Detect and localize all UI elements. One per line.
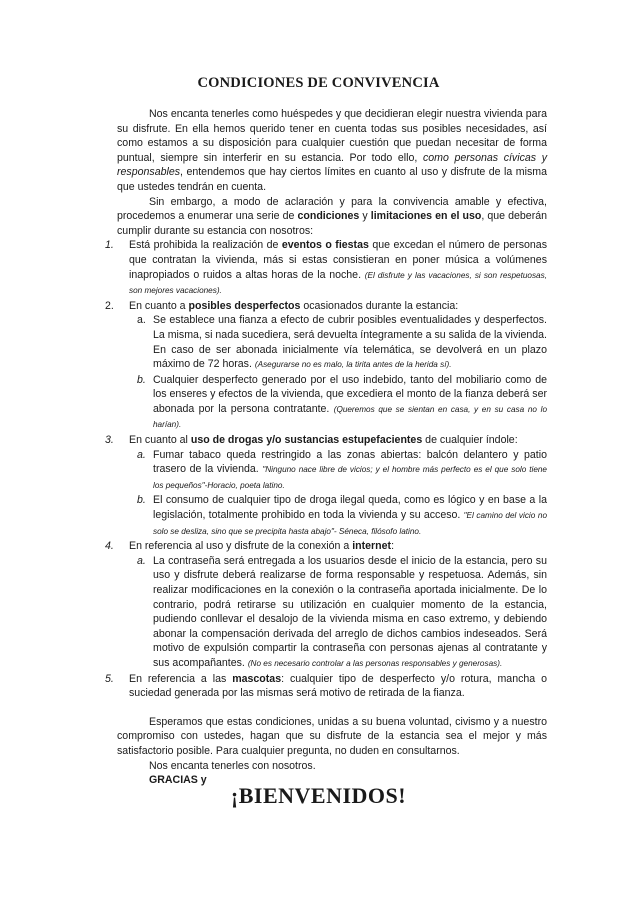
sub-item-text: El consumo de cualquier tipo de droga ilegal queda, como es lógico y en base a la legislación, totalmente prohibido en toda la vivienda y su acceso. (153, 494, 547, 522)
intro-text: y (359, 210, 371, 223)
sub-item-text: Cualquier desperfecto generado por el uso indebido, tanto del mobiliario como de los enseres y efectos de la vivienda, que excediera el monto de la fianza deberá ser abonada por la persona contratante. (153, 373, 547, 415)
sub-item-letter: a. (137, 314, 146, 327)
sub-item-text: Se establece una fianza a efecto de cubrir posibles eventualidades y desperfectos. La misma, si nada sucediera, será devuelta íntegramente a su salida de la vivienda. En caso de ser abonada inicialmente vía telemática, se devolverá en un plazo máximo de 72 horas. (153, 314, 547, 371)
intro-bold-text: condiciones (297, 210, 360, 223)
sub-item-note: "El camino del vicio no solo se desliza, sino que se precipita hasta abajo"- Séneca, filósofo latino. (153, 511, 548, 536)
sub-item-letter: b. (137, 494, 146, 507)
item-text: ocasionados durante la estancia: (300, 299, 459, 312)
item-text: En referencia a las (129, 672, 233, 685)
sub-item-note: (Asegurarse no es malo, la tirita antes de la herida sí). (254, 360, 452, 370)
condition-item-3a (117, 448, 547, 494)
item-bold-text: eventos o fiestas (281, 239, 369, 252)
condition-item-4a (117, 554, 547, 672)
item-text: : (391, 540, 395, 553)
intro-text: Sin embargo, a modo de aclaración y para la convivencia amable y efectiva, procedemos a enumerar una serie de (117, 195, 547, 223)
item-number: 3. (105, 434, 114, 447)
condition-item-1 (105, 238, 547, 298)
condition-item-3 (105, 433, 547, 448)
sub-item-note: "Ninguno nace libre de vicios; y el hombre más perfecto es el que solo tiene los pequeños"-Horacio, poeta latino. (153, 465, 547, 490)
item-number: 1. (105, 239, 114, 252)
item-bold-text: posibles desperfectos (188, 299, 301, 312)
sub-item-text: La contraseña será entregada a los usuarios desde el inicio de la estancia, pero su uso y disfrute deberá realizarse de forma responsable y respetuosa. Además, sin realizar modificaciones en la conexión o la contraseña aportada inicialmente. De lo contrario, podrá retirarse su utilización en cualquier momento de la estancia, pudiendo conllevar el desalojo de la vivienda misma en caso extremo, y debiendo abonar la compensación derivada del arreglo de dichos cambios indeseados. Será motivo de expulsión compartir la contraseña con personas ajenas al contratante y sus acompañantes. (153, 554, 547, 669)
item-number: 2. (105, 299, 114, 312)
intro-italic-text: como personas cívicas y responsables (117, 151, 547, 179)
sub-item-text: Fumar tabaco queda restringido a las zonas abiertas: balcón delantero y patio trasero de la vivienda. (153, 448, 547, 476)
item-note: (El disfrute y las vacaciones, si son respetuosas, son mejores vacaciones). (129, 270, 547, 296)
condition-item-2a (117, 313, 547, 372)
item-bold-text: internet (352, 540, 392, 553)
sub-item-letter: a. (137, 448, 146, 461)
condition-item-4 (105, 539, 547, 554)
intro-text: , que deberán cumplir durante su estancia con nosotros: (117, 210, 548, 237)
thanks-line: GRACIAS y (149, 774, 207, 787)
intro-text: , entendemos que hay ciertos límites en cuanto al uso y disfrute de la misma que ustedes tendrán en cuenta. (117, 166, 547, 193)
intro-paragraph-1 (117, 107, 547, 195)
sub-item-note: (No es necesario controlar a las personas responsables y generosas). (247, 658, 503, 668)
item-bold-text: mascotas (232, 672, 282, 685)
closing-line: Nos encanta tenerles con nosotros. (149, 759, 316, 772)
item-text: que excedan el número de personas que contratan la vivienda, más si estas consistieran en poner música a volúmenes inapropiados o ruidos a altas horas de la noche. (129, 239, 547, 281)
closing-paragraph: Esperamos que estas condiciones, unidas a su buena voluntad, civismo y a nuestro compromiso con ustedes, hagan que su disfrute de la estancia sea el mejor y más satisfactorio posible. Para cualquier pregunta, no duden en consultarnos. (117, 715, 547, 757)
item-number: 4. (105, 540, 114, 553)
item-text: En referencia al uso y disfrute de la conexión a (129, 540, 353, 553)
condition-item-2 (105, 299, 547, 314)
item-number: 5. (105, 672, 114, 685)
item-bold-text: uso de drogas y/o sustancias estupefacientes (190, 434, 423, 447)
condition-item-2b (117, 373, 547, 433)
item-text: : cualquier tipo de desperfecto y/o rotura, mancha o suciedad generada por las mismas será motivo de retirada de la fianza. (129, 672, 547, 700)
sub-item-note: (Queremos que se sientan en casa, y en su casa no lo harían). (153, 404, 548, 430)
item-text: de cualquier índole: (422, 434, 518, 447)
sub-item-letter: b. (137, 373, 146, 386)
item-text: En cuanto a (129, 299, 189, 312)
item-text: En cuanto al (129, 434, 191, 447)
item-text: Está prohibida la realización de (129, 239, 282, 252)
intro-paragraph-2 (117, 195, 547, 239)
intro-bold-text: limitaciones en el uso (370, 210, 482, 223)
intro-text: Nos encanta tenerles como huéspedes y que decidieran elegir nuestra vivienda para su disfrute. En ella hemos querido tener en cuenta todas sus posibles necesidades, así como estamos a su disposición para cualquier cuestión que puedan necesitar de forma puntual, siempre sin interferir en su estancia. Por todo ello, (117, 108, 547, 164)
welcome-heading: ¡BIENVENIDOS! (230, 783, 407, 808)
document-body (105, 107, 548, 788)
document-title: CONDICIONES DE CONVIVENCIA (197, 75, 440, 91)
condition-item-3b (117, 493, 547, 539)
condition-item-5 (105, 672, 547, 701)
sub-item-letter: a. (137, 554, 146, 567)
